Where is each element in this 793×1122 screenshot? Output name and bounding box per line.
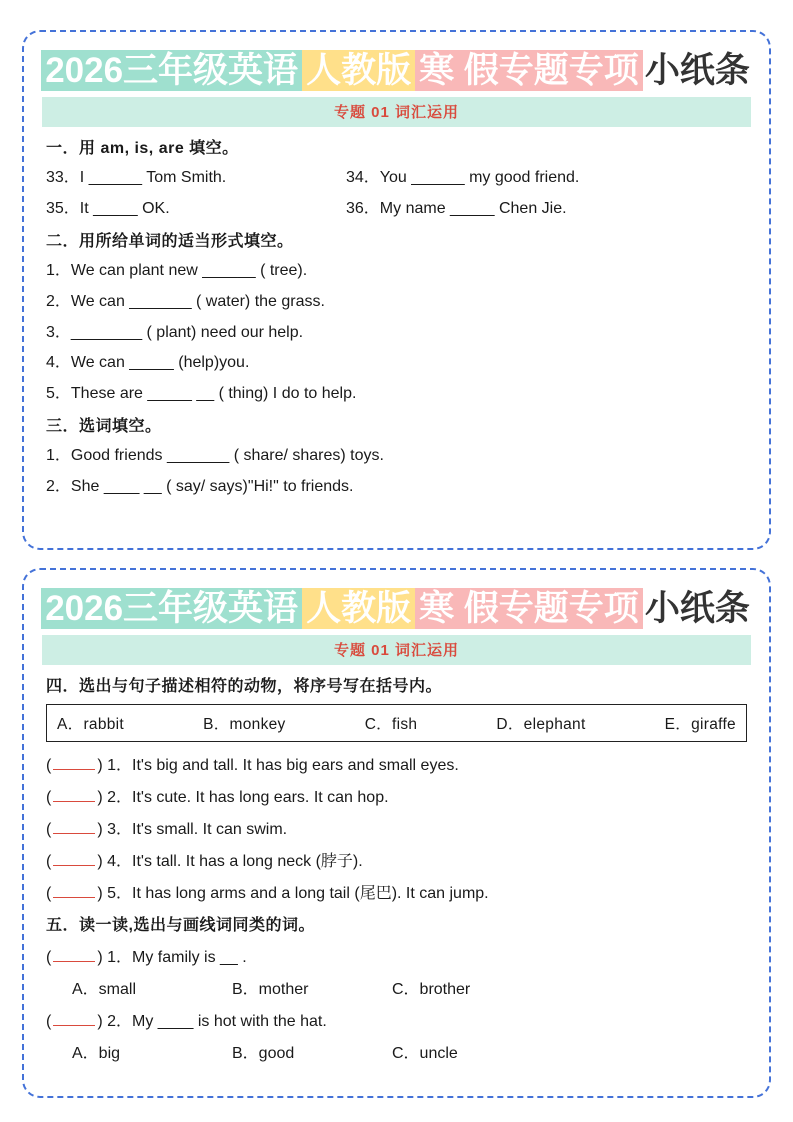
section-5-item-1 <box>46 944 751 967</box>
choice-2-a: A．big <box>72 1045 121 1063</box>
section-4-item-2-text: 2．It's cute. It has long ears. It can hop. <box>107 789 389 807</box>
title-segment-holiday-2: 寒 假专题专项 <box>415 588 643 629</box>
section-2-item-4: 4．We can _____ (help)you. <box>46 354 250 372</box>
section-4-item-4 <box>46 848 751 871</box>
title-segment-tail: 小纸条 <box>644 51 750 90</box>
section-3-heading: 三．选词填空。 <box>46 418 162 436</box>
section-3-item-2: 2．She ____ __ ( say/ says)"Hi!" to friends. <box>46 477 354 495</box>
section-2-item-3: 3．________ ( plant) need our help. <box>46 323 304 341</box>
choice-1-b: B．mother <box>232 981 309 999</box>
section-1-row-1 <box>46 167 751 189</box>
choice-1-a: A．small <box>72 981 137 999</box>
section-2-item-2: 2．We can _______ ( water) the grass. <box>46 292 325 310</box>
answer-paren-3: ( ) <box>46 821 103 838</box>
title-segment-version-2: 人教版 <box>302 588 415 629</box>
card-2-title <box>42 588 751 629</box>
worksheet-card-2 <box>22 568 771 1098</box>
answer-options-box <box>46 704 747 742</box>
section-4-item-1-text: 1．It's big and tall. It has big ears and small eyes. <box>107 757 459 775</box>
section-4-item-3-text: 3．It's small. It can swim. <box>107 821 288 839</box>
item-34: 34．You ______ my good friend. <box>346 169 580 187</box>
card-1-title <box>42 50 751 91</box>
section-1-row-2 <box>46 198 751 220</box>
worksheet-card-1 <box>22 30 771 550</box>
section-4-item-1 <box>46 752 751 775</box>
section-2-heading: 二．用所给单词的适当形式填空。 <box>46 233 294 251</box>
section-5-item-2-text: 2．My ____ is hot with the hat. <box>107 1013 327 1031</box>
option-b: B．monkey <box>203 716 286 734</box>
section-5-item-2 <box>46 1008 751 1031</box>
title-segment-tail-2: 小纸条 <box>644 589 750 628</box>
section-5-heading: 五．读一读,选出与画线词同类的词。 <box>46 917 315 935</box>
option-d: D．elephant <box>496 716 586 734</box>
title-segment-year-2: 2026三年级英语 <box>41 588 302 629</box>
section-5-item-1-choices <box>72 976 751 999</box>
section-4-item-3 <box>46 816 751 839</box>
answer-paren-7: ( ) <box>46 1013 103 1030</box>
item-35: 35．It _____ OK. <box>46 199 170 217</box>
section-5-item-1-text: 1．My family is __ . <box>107 949 247 967</box>
choice-1-c: C．brother <box>392 981 471 999</box>
card-1-subtitle: 专题 01 词汇运用 <box>42 97 751 127</box>
section-5-item-2-choices <box>72 1040 751 1063</box>
section-2-item-5: 5．These are _____ __ ( thing) I do to help. <box>46 384 357 402</box>
section-4-item-4-text: 4．It's tall. It has a long neck (脖子). <box>107 853 363 871</box>
section-4-item-5-text: 5．It has long arms and a long tail (尾巴). It can jump. <box>107 885 489 903</box>
answer-paren-5: ( ) <box>46 885 103 902</box>
answer-paren-6: ( ) <box>46 949 103 966</box>
option-a: A．rabbit <box>57 716 125 734</box>
section-4-item-2 <box>46 784 751 807</box>
section-1-heading: 一．用 am, is, are 填空。 <box>46 140 239 158</box>
item-33: 33．I ______ Tom Smith. <box>46 169 227 187</box>
title-segment-year: 2026三年级英语 <box>41 50 302 91</box>
title-segment-holiday: 寒 假专题专项 <box>415 50 643 91</box>
choice-2-b: B．good <box>232 1045 295 1063</box>
option-e: E．giraffe <box>664 716 736 734</box>
choice-2-c: C．uncle <box>392 1045 458 1063</box>
answer-paren-1: ( ) <box>46 757 103 774</box>
section-2-item-1: 1．We can plant new ______ ( tree). <box>46 262 308 280</box>
section-4-item-5 <box>46 880 751 903</box>
answer-paren-4: ( ) <box>46 853 103 870</box>
card-2-subtitle: 专题 01 词汇运用 <box>42 635 751 665</box>
option-c: C．fish <box>364 716 418 734</box>
section-4-heading: 四．选出与句子描述相符的动物，将序号写在括号内。 <box>46 678 443 696</box>
title-segment-version: 人教版 <box>302 50 415 91</box>
section-3-item-1: 1．Good friends _______ ( share/ shares) toys. <box>46 447 384 465</box>
item-36: 36．My name _____ Chen Jie. <box>346 199 567 217</box>
answer-paren-2: ( ) <box>46 789 103 806</box>
